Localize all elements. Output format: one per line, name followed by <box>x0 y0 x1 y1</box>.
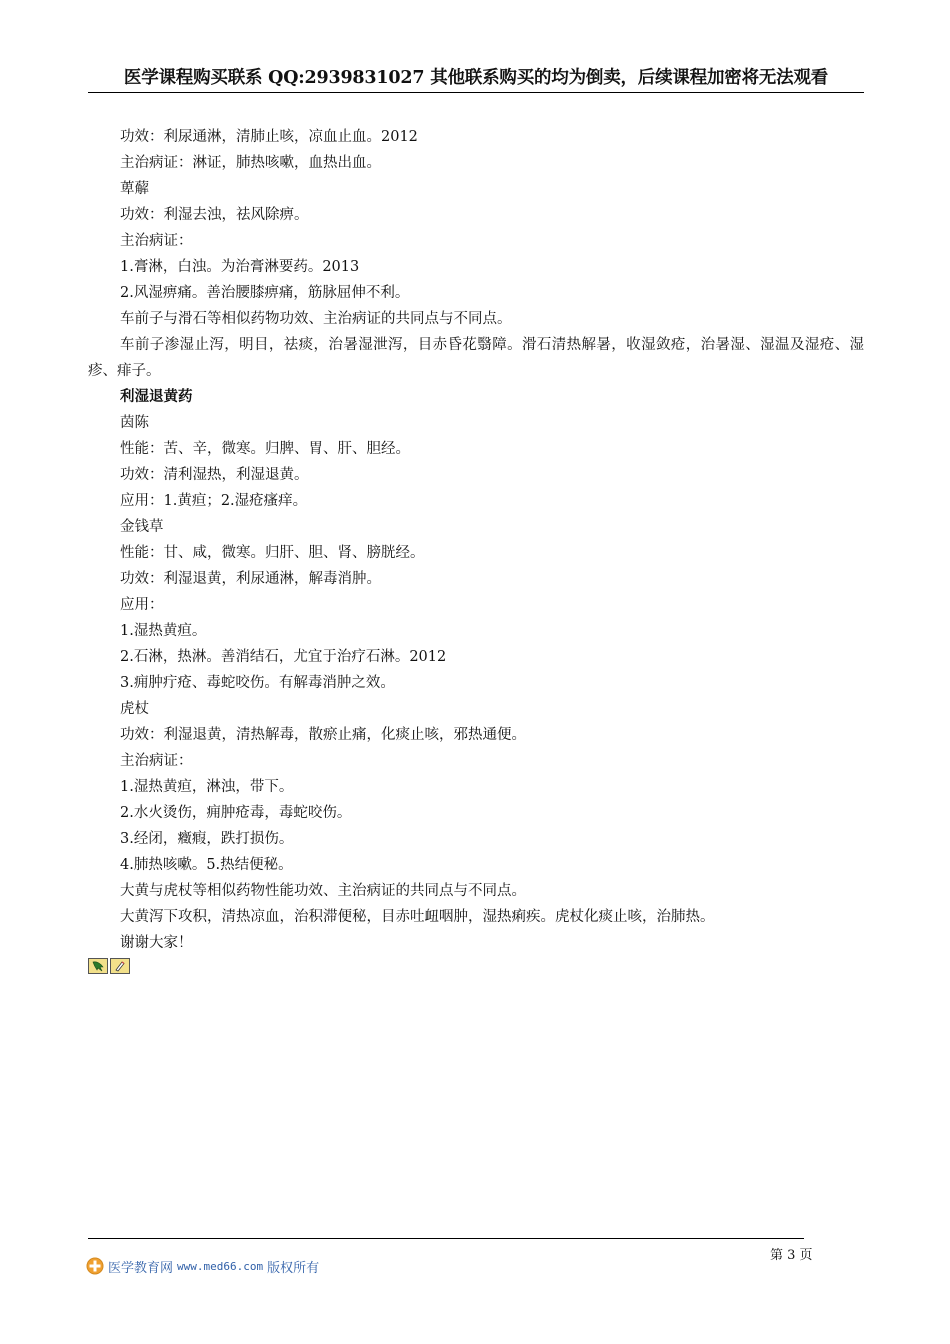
text-line: 萆薢 <box>120 181 149 197</box>
text-line: 1.湿热黄疸，淋浊，带下。 <box>120 779 294 795</box>
text-line: 功效：利尿通淋，清肺止咳，凉血止血。2012 <box>120 129 418 145</box>
document-body <box>88 124 864 978</box>
page-header <box>88 64 864 93</box>
header-text: 医学课程购买联系 QQ:2939831027 其他联系购买的均为倒卖，后续课程加密将无法观看 <box>123 68 829 88</box>
footer-site-name: 医学教育网 <box>108 1260 174 1276</box>
text-line: 主治病证：淋证，肺热咳嗽，血热出血。 <box>120 155 381 171</box>
text-line: 性能：苦、辛，微寒。归脾、胃、肝、胆经。 <box>120 441 410 457</box>
text-line: 性能：甘、咸，微寒。归肝、胆、肾、膀胱经。 <box>120 545 425 561</box>
play-icon[interactable] <box>88 958 108 974</box>
text-line: 3.痈肿疔疮、毒蛇咬伤。有解毒消肿之效。 <box>120 675 395 691</box>
text-line: 功效：利湿退黄，清热解毒，散瘀止痛，化痰止咳，邪热通便。 <box>120 727 526 743</box>
text-line: 2.石淋，热淋。善消结石，尤宜于治疗石淋。2012 <box>120 649 447 665</box>
text-line: 功效：利湿去浊，祛风除痹。 <box>120 207 309 223</box>
text-line: 1.湿热黄疸。 <box>120 623 207 639</box>
text-block-bottom <box>88 410 864 956</box>
text-line: 功效：清利湿热，利湿退黄。 <box>120 467 309 483</box>
med66-logo-icon <box>86 1257 104 1275</box>
text-line: 4.肺热咳嗽。5.热结便秘。 <box>120 857 293 873</box>
footer-logo <box>86 1256 319 1276</box>
text-line: 谢谢大家！ <box>120 935 193 951</box>
comparison-paragraph: 车前子渗湿止泻，明目，祛痰，治暑湿泄泻，目赤昏花翳障。滑石清热解暑，收湿敛疮，治暑湿、湿温及湿疮、湿疹、痱子。 <box>88 337 864 379</box>
text-line: 应用： <box>120 597 164 613</box>
text-line: 茵陈 <box>120 415 149 431</box>
nav-icons <box>88 958 864 978</box>
text-line: 金钱草 <box>120 519 164 535</box>
page-number: 第 3 页 <box>770 1248 813 1263</box>
text-line: 3.经闭，癥瘕，跌打损伤。 <box>120 831 294 847</box>
section-heading: 利湿退黄药 <box>120 389 193 405</box>
text-line: 1.膏淋，白浊。为治膏淋要药。2013 <box>120 259 360 275</box>
text-line: 2.风湿痹痛。善治腰膝痹痛，筋脉屈伸不利。 <box>120 285 410 301</box>
edit-icon[interactable] <box>110 958 130 974</box>
text-line: 大黄泻下攻积，清热凉血，治积滞便秘，目赤吐衄咽肿，湿热痢疾。虎杖化痰止咳，治肺热。 <box>120 909 715 925</box>
text-block-top <box>88 124 864 332</box>
text-line: 主治病证： <box>120 753 193 769</box>
footer-rights: 版权所有 <box>267 1260 320 1276</box>
text-line: 主治病证： <box>120 233 193 249</box>
text-line: 应用：1.黄疸；2.湿疮瘙痒。 <box>120 493 308 509</box>
text-line: 2.水火烫伤，痈肿疮毒，毒蛇咬伤。 <box>120 805 352 821</box>
text-line: 功效：利湿退黄，利尿通淋，解毒消肿。 <box>120 571 381 587</box>
footer-site-url: www.med66.com <box>177 1259 264 1273</box>
footer-rule <box>88 1238 804 1239</box>
text-line: 虎杖 <box>120 701 149 717</box>
text-line: 大黄与虎杖等相似药物性能功效、主治病证的共同点与不同点。 <box>120 883 526 899</box>
text-line: 车前子与滑石等相似药物功效、主治病证的共同点与不同点。 <box>120 311 512 327</box>
